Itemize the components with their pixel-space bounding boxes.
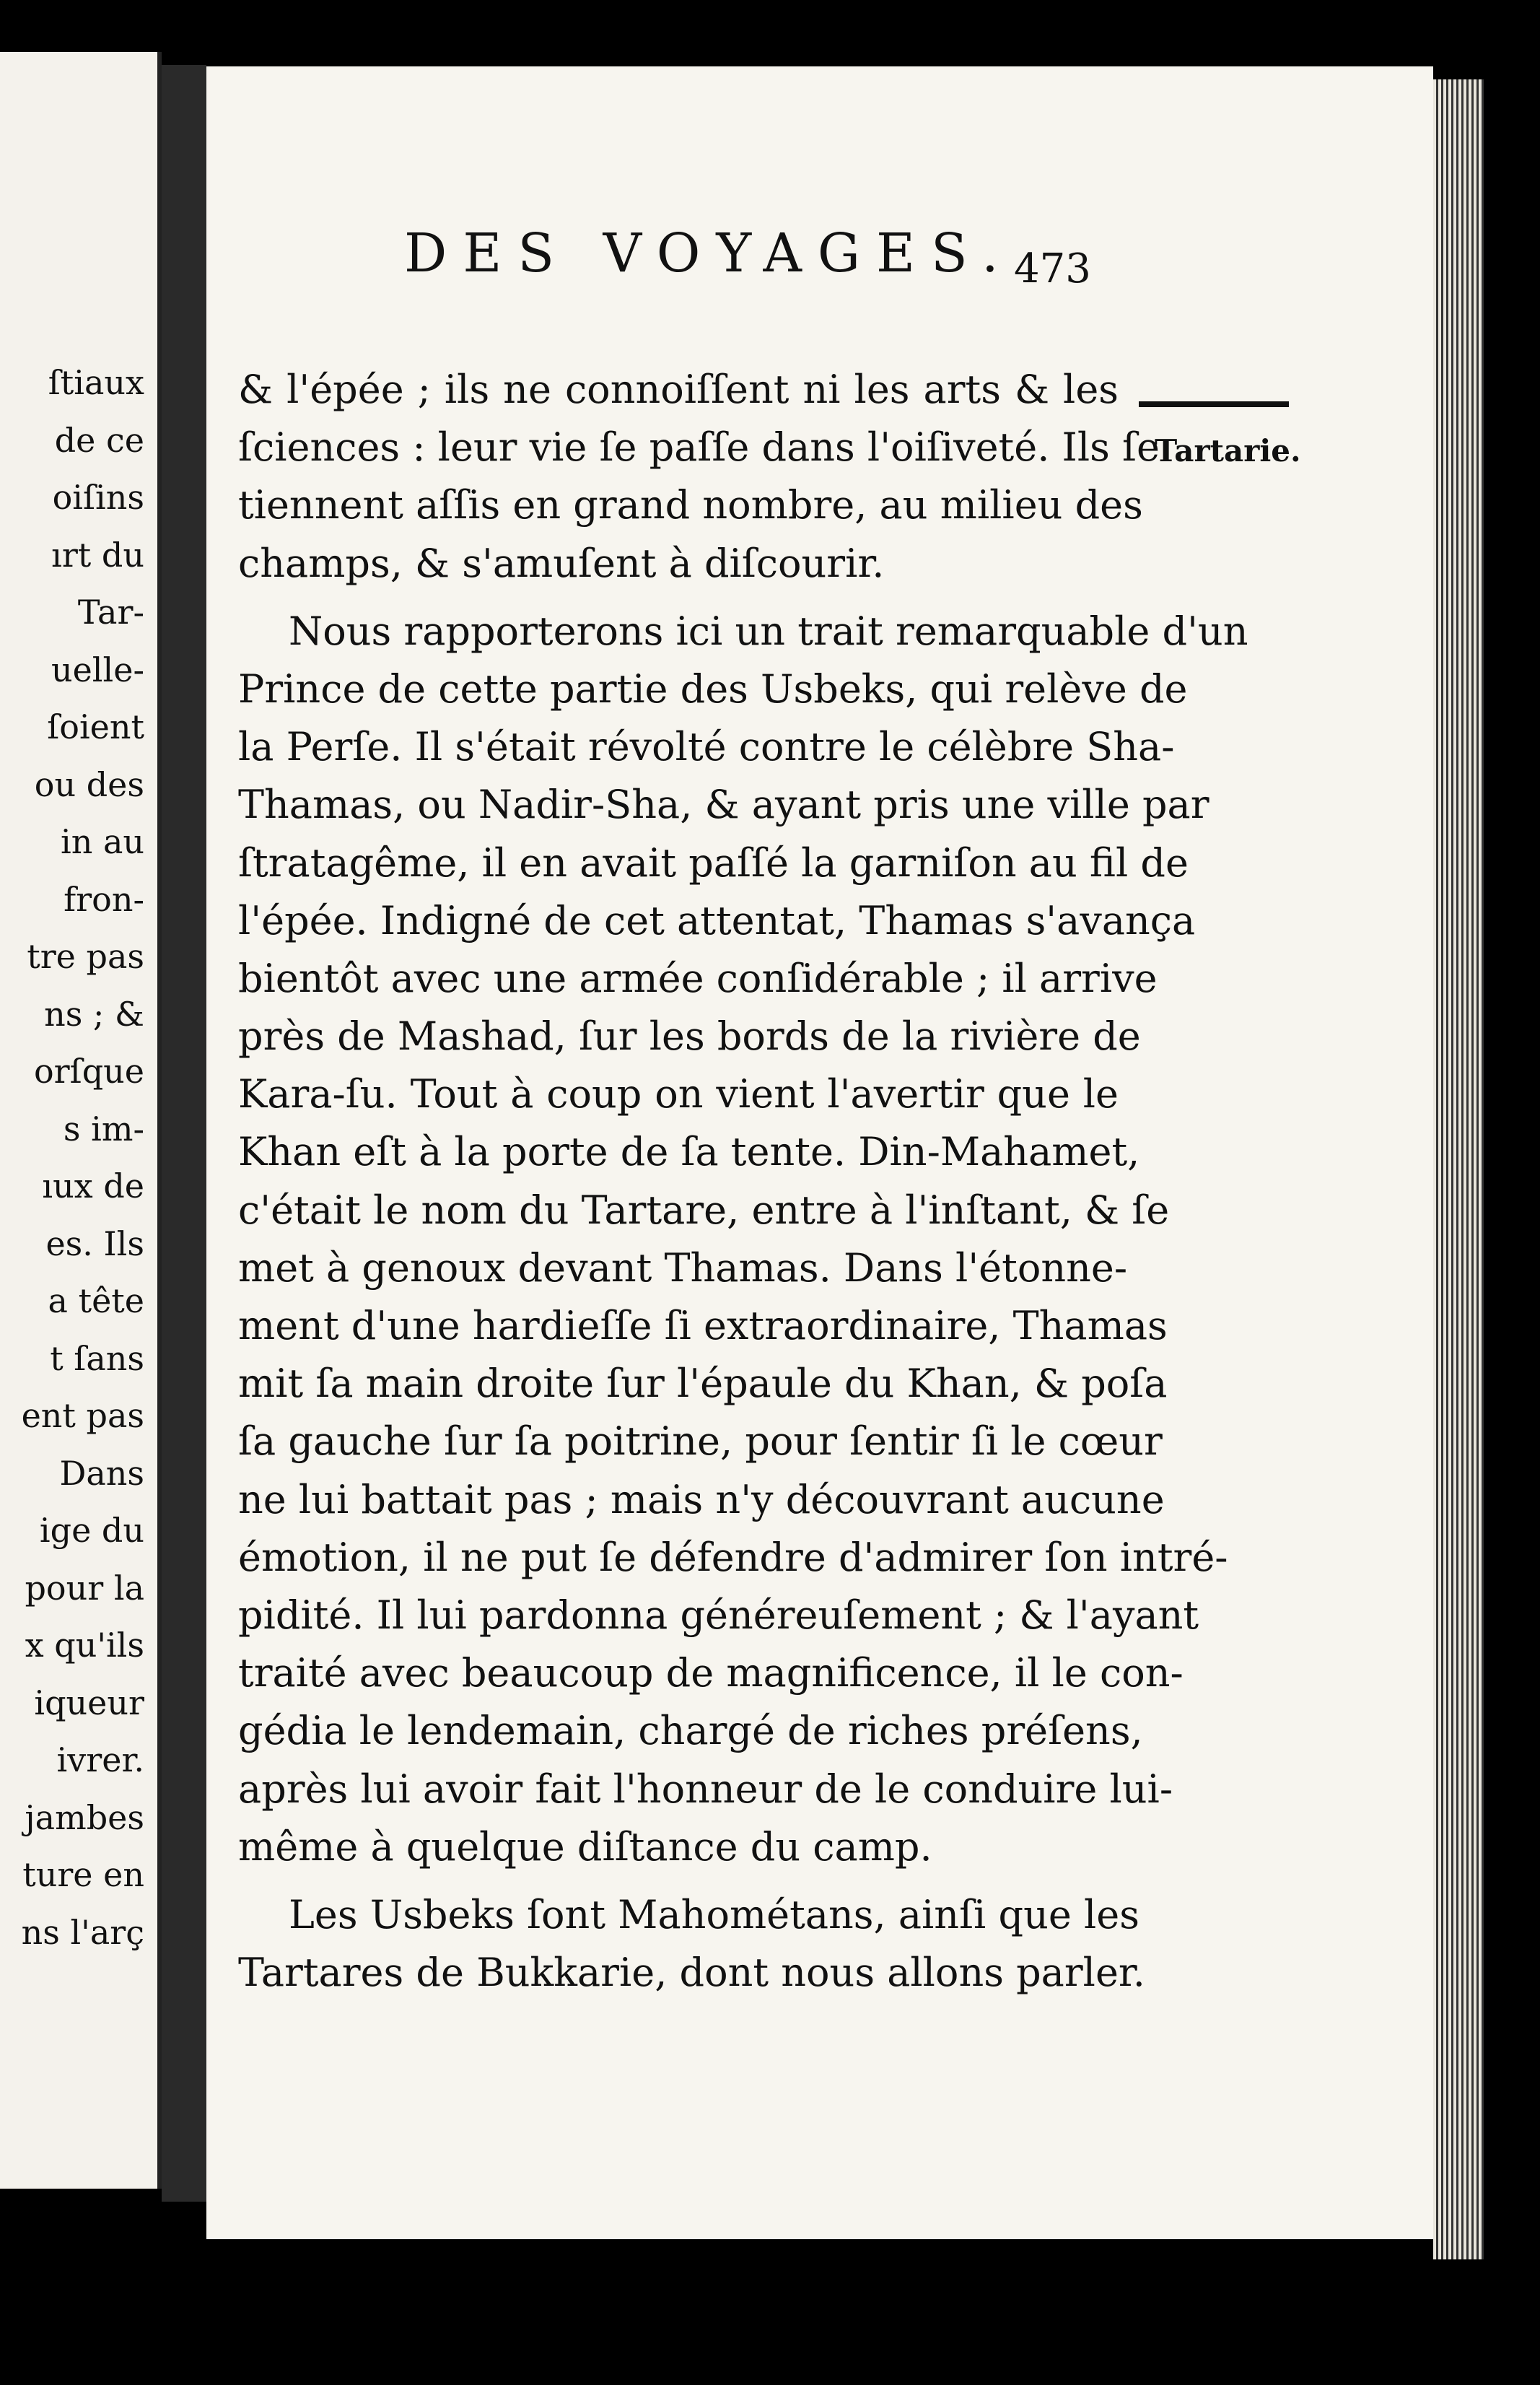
- text-line: Kara-ſu. Tout à coup on vient l'avertir que le: [238, 1071, 1119, 1117]
- text-line: Tartares de Bukkarie, dont nous allons parler.: [238, 1950, 1145, 1996]
- text-line: près de Mashad, ſur les bords de la rivière de: [238, 1013, 1141, 1060]
- fragment-line: ſtiaux: [48, 363, 144, 402]
- fragment-line: ivrer.: [56, 1740, 144, 1779]
- text-line: Les Usbeks ſont Mahométans, ainſi que les: [289, 1891, 1139, 1937]
- page-number: 473: [1014, 245, 1091, 292]
- text-line: Thamas, ou Nadir-Sha, & ayant pris une ville par: [238, 782, 1209, 828]
- text-line: c'était le nom du Tartare, entre à l'inſtant, & ſe: [238, 1187, 1170, 1233]
- text-line: Nous rapporterons ici un trait remarquable d'un: [289, 608, 1248, 654]
- fragment-line: tre pas: [27, 937, 144, 976]
- text-line: ſa gauche ſur ſa poitrine, pour ſentir ſi le cœur: [238, 1418, 1163, 1465]
- text-line: ment d'une hardieſſe ſi extraordinaire, Thamas: [238, 1303, 1168, 1348]
- text-line: ne lui battait pas ; mais n'y découvrant aucune: [238, 1476, 1165, 1522]
- fragment-line: jambes: [25, 1797, 144, 1837]
- text-line: Prince de cette partie des Usbeks, qui relève de: [238, 666, 1188, 712]
- text-line: ſciences : leur vie ſe paſſe dans l'oiſiveté. Ils ſe: [238, 424, 1160, 471]
- fragment-line: pour la: [25, 1568, 144, 1608]
- margin-rule: [1139, 401, 1289, 407]
- fragment-line: de ce: [54, 420, 144, 460]
- fragment-line: oiſins: [52, 478, 144, 517]
- fragment-line: in au: [60, 822, 144, 861]
- fragment-line: fron-: [64, 879, 144, 919]
- text-line: ſtratagême, il en avait paſſé la garniſon au fil de: [238, 840, 1189, 886]
- fragment-line: ırt du: [51, 535, 144, 575]
- fragment-line: ns l'arç: [21, 1912, 144, 1952]
- fragment-line: ns ; &: [44, 994, 144, 1034]
- fragment-line: uelle-: [51, 650, 144, 689]
- text-line: gédia le lendemain, chargé de riches préſens,: [238, 1708, 1143, 1754]
- text-line: champs, & s'amuſent à diſcourir.: [238, 540, 885, 586]
- fragment-line: ture en: [22, 1855, 144, 1894]
- text-line: mit ſa main droite ſur l'épaule du Khan, & poſa: [238, 1361, 1168, 1407]
- text-line: bientôt avec une armée conſidérable ; il arrive: [238, 955, 1158, 1001]
- fragment-line: a tête: [48, 1281, 144, 1320]
- text-line: pidité. Il lui pardonna généreuſement ; & l'ayant: [238, 1592, 1199, 1638]
- running-head: DES VOYAGES.: [404, 222, 1015, 284]
- fragment-line: es. Ils: [45, 1224, 144, 1263]
- text-line: la Perſe. Il s'était révolté contre le célèbre Sha-: [238, 724, 1175, 770]
- fragment-line: iqueur: [34, 1683, 144, 1722]
- fragment-line: Tar-: [77, 593, 144, 632]
- fragment-line: ou des: [34, 764, 144, 804]
- text-line: tiennent aſſis en grand nombre, au milieu des: [238, 482, 1143, 528]
- text-line: même à quelque diſtance du camp.: [238, 1823, 932, 1870]
- text-line: met à genoux devant Thamas. Dans l'étonne-: [238, 1244, 1128, 1291]
- fragment-line: Dans: [59, 1453, 144, 1493]
- text-line: Khan eſt à la porte de ſa tente. Din-Mahamet,: [238, 1129, 1140, 1175]
- page-edges: [1433, 79, 1484, 2259]
- text-line: émotion, il ne put ſe défendre d'admirer ſon intré-: [238, 1534, 1228, 1580]
- fragment-line: t ſans: [50, 1338, 144, 1378]
- fragment-line: ent pas: [21, 1396, 144, 1435]
- fragment-line: x qu'ils: [25, 1626, 144, 1665]
- fragment-line: ſoient: [47, 707, 144, 746]
- book-gutter: [162, 65, 206, 2202]
- fragment-line: ıux de: [42, 1167, 144, 1205]
- fragment-line: s im-: [63, 1109, 144, 1148]
- fragment-line: orſque: [33, 1052, 144, 1091]
- text-line: traité avec beaucoup de magnificence, il le con-: [238, 1650, 1184, 1696]
- text-line: & l'épée ; ils ne connoiſſent ni les arts & les: [238, 367, 1119, 412]
- text-line: après lui avoir fait l'honneur de le conduire lui-: [238, 1766, 1173, 1812]
- text-line: l'épée. Indigné de cet attentat, Thamas s'avança: [238, 897, 1196, 943]
- fragment-line: ige du: [39, 1511, 144, 1550]
- facing-page-fragment: [0, 52, 162, 2189]
- marginal-note: Tartarie.: [1155, 433, 1301, 468]
